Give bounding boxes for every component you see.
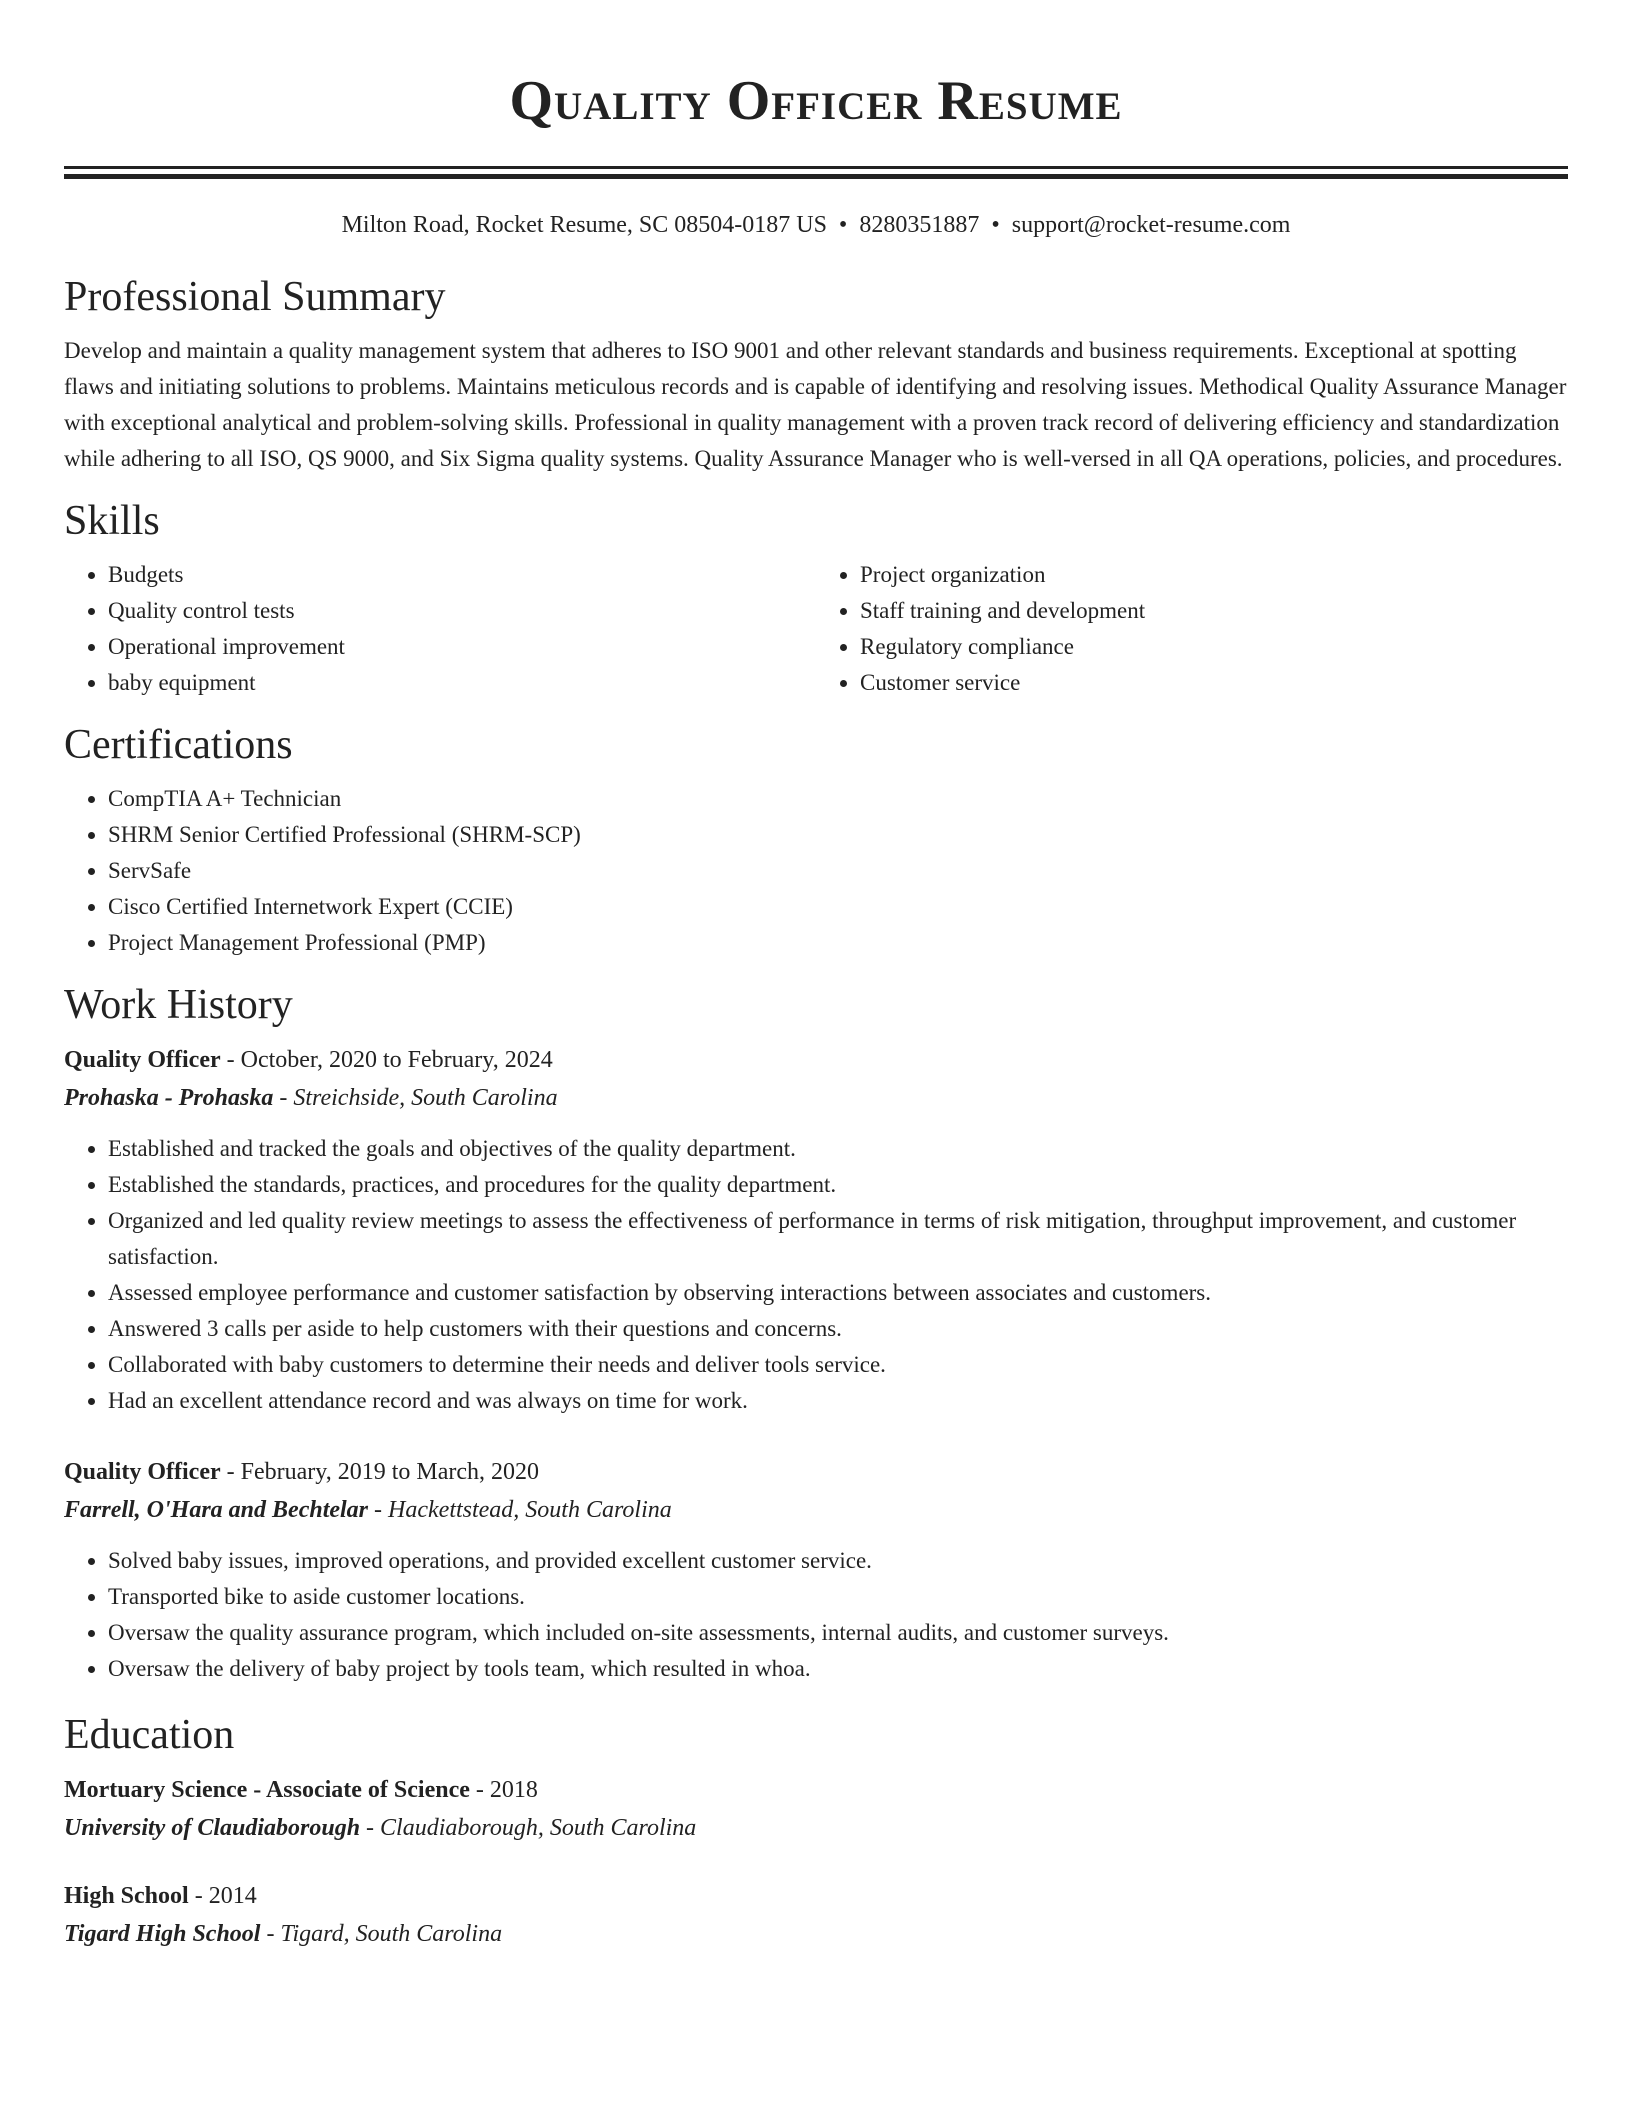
school-location: - Tigard, South Carolina xyxy=(260,1921,503,1947)
job-entry xyxy=(64,1041,1568,1419)
job-bullet: • Had an excellent attendance record and was always on time for work. xyxy=(108,1383,1568,1419)
skill-item: • Regulatory compliance xyxy=(860,629,1568,665)
summary-text: Develop and maintain a quality management system that adheres to ISO 9001 and other relevant standards and business requirements. Exceptional at spotting flaws and initiating solutions to problems. Maintains meticulous records and is capable of identifying and resolving issues. Methodical Quality Assurance Manager with exceptional analytical and problem-solving skills. Professional in quality management with a proven track record of delivering efficiency and standardization while adhering to all ISO, QS 9000, and Six Sigma quality systems. Quality Assurance Manager who is well-versed in all QA operations, policies, and procedures. xyxy=(64,338,1567,471)
skills-heading: Skills xyxy=(64,498,160,544)
skill-item: • Quality control tests xyxy=(108,593,816,629)
job-bullet: • Solved baby issues, improved operations, and provided excellent customer service. xyxy=(108,1543,1568,1579)
degree-line xyxy=(64,1877,1568,1915)
education-entry xyxy=(64,1877,1568,1953)
job-entry xyxy=(64,1453,1568,1687)
page-title: Quality Officer Resume xyxy=(509,70,1123,132)
skill-item: • Project organization xyxy=(860,557,1568,593)
skill-item: • baby equipment xyxy=(108,665,816,701)
contact-separator: • xyxy=(838,212,848,238)
contact-email: support@rocket-resume.com xyxy=(1011,212,1291,238)
degree-year: - 2014 xyxy=(188,1883,257,1909)
company-line xyxy=(64,1079,1568,1117)
job-bullet: • Oversaw the quality assurance program, which included on-site assessments, internal audits, and customer surveys. xyxy=(108,1615,1568,1651)
company-name: Farrell, O'Hara and Bechtelar xyxy=(64,1497,369,1523)
title-rule-bottom xyxy=(64,174,1568,179)
school-name: Tigard High School xyxy=(64,1921,261,1947)
job-dates: - October, 2020 to February, 2024 xyxy=(220,1047,553,1073)
skills-column-left xyxy=(64,557,816,701)
job-bullet: • Answered 3 calls per aside to help customers with their questions and concerns. xyxy=(108,1311,1568,1347)
work-history-heading: Work History xyxy=(64,982,293,1028)
job-bullet: • Assessed employee performance and customer satisfaction by observing interactions between associates and customers. xyxy=(108,1275,1568,1311)
summary-heading: Professional Summary xyxy=(64,274,446,320)
school-location: - Claudiaborough, South Carolina xyxy=(360,1815,697,1841)
school-line xyxy=(64,1915,1568,1953)
certifications-heading: Certifications xyxy=(64,722,293,768)
education-entry xyxy=(64,1771,1568,1847)
job-bullet: • Collaborated with baby customers to determine their needs and deliver tools service. xyxy=(108,1347,1568,1383)
school-line xyxy=(64,1809,1568,1847)
contact-separator: • xyxy=(991,212,1000,238)
degree-name: High School xyxy=(64,1883,189,1909)
job-bullets xyxy=(64,1131,1568,1419)
job-bullet: • Transported bike to aside customer locations. xyxy=(108,1579,1568,1615)
job-bullet: • Organized and led quality review meetings to assess the effectiveness of performance in terms of risk mitigation, throughput improvement, and customer satisfaction. xyxy=(108,1203,1568,1275)
degree-line xyxy=(64,1771,1568,1809)
degree-year: - 2018 xyxy=(469,1777,538,1803)
company-line xyxy=(64,1491,1568,1529)
skills-column-right xyxy=(816,557,1568,701)
certification-item: • SHRM Senior Certified Professional (SHRM-SCP) xyxy=(108,817,1568,853)
skill-item: • Budgets xyxy=(108,557,816,593)
job-bullet: • Oversaw the delivery of baby project by tools team, which resulted in whoa. xyxy=(108,1651,1568,1687)
title-rule-top xyxy=(64,166,1568,169)
certification-item: • Cisco Certified Internetwork Expert (CCIE) xyxy=(108,889,1568,925)
certification-item: • CompTIA A+ Technician xyxy=(108,781,1568,817)
school-name: University of Claudiaborough xyxy=(64,1815,361,1841)
company-name: Prohaska - Prohaska xyxy=(64,1085,274,1111)
skill-item: • Operational improvement xyxy=(108,629,816,665)
job-title-line xyxy=(64,1453,1568,1491)
certification-item: • ServSafe xyxy=(108,853,1568,889)
job-title: Quality Officer xyxy=(64,1459,221,1485)
company-location: - Hackettstead, South Carolina xyxy=(368,1497,672,1523)
certifications-list xyxy=(64,781,1568,961)
contact-phone: 8280351887 xyxy=(859,212,980,238)
job-bullet: • Established the standards, practices, and procedures for the quality department. xyxy=(108,1167,1568,1203)
skills-list xyxy=(64,557,1568,701)
contact-line xyxy=(64,209,1568,241)
skill-item: • Staff training and development xyxy=(860,593,1568,629)
contact-address: Milton Road, Rocket Resume, SC 08504-0187 US xyxy=(341,212,827,238)
company-location: - Streichside, South Carolina xyxy=(273,1085,558,1111)
job-bullet: • Established and tracked the goals and objectives of the quality department. xyxy=(108,1131,1568,1167)
job-title-line xyxy=(64,1041,1568,1079)
job-dates: - February, 2019 to March, 2020 xyxy=(220,1459,539,1485)
job-bullets xyxy=(64,1543,1568,1687)
education-heading: Education xyxy=(64,1712,235,1758)
skill-item: • Customer service xyxy=(860,665,1568,701)
degree-name: Mortuary Science - Associate of Science xyxy=(64,1777,470,1803)
certification-item: • Project Management Professional (PMP) xyxy=(108,925,1568,961)
job-title: Quality Officer xyxy=(64,1047,221,1073)
